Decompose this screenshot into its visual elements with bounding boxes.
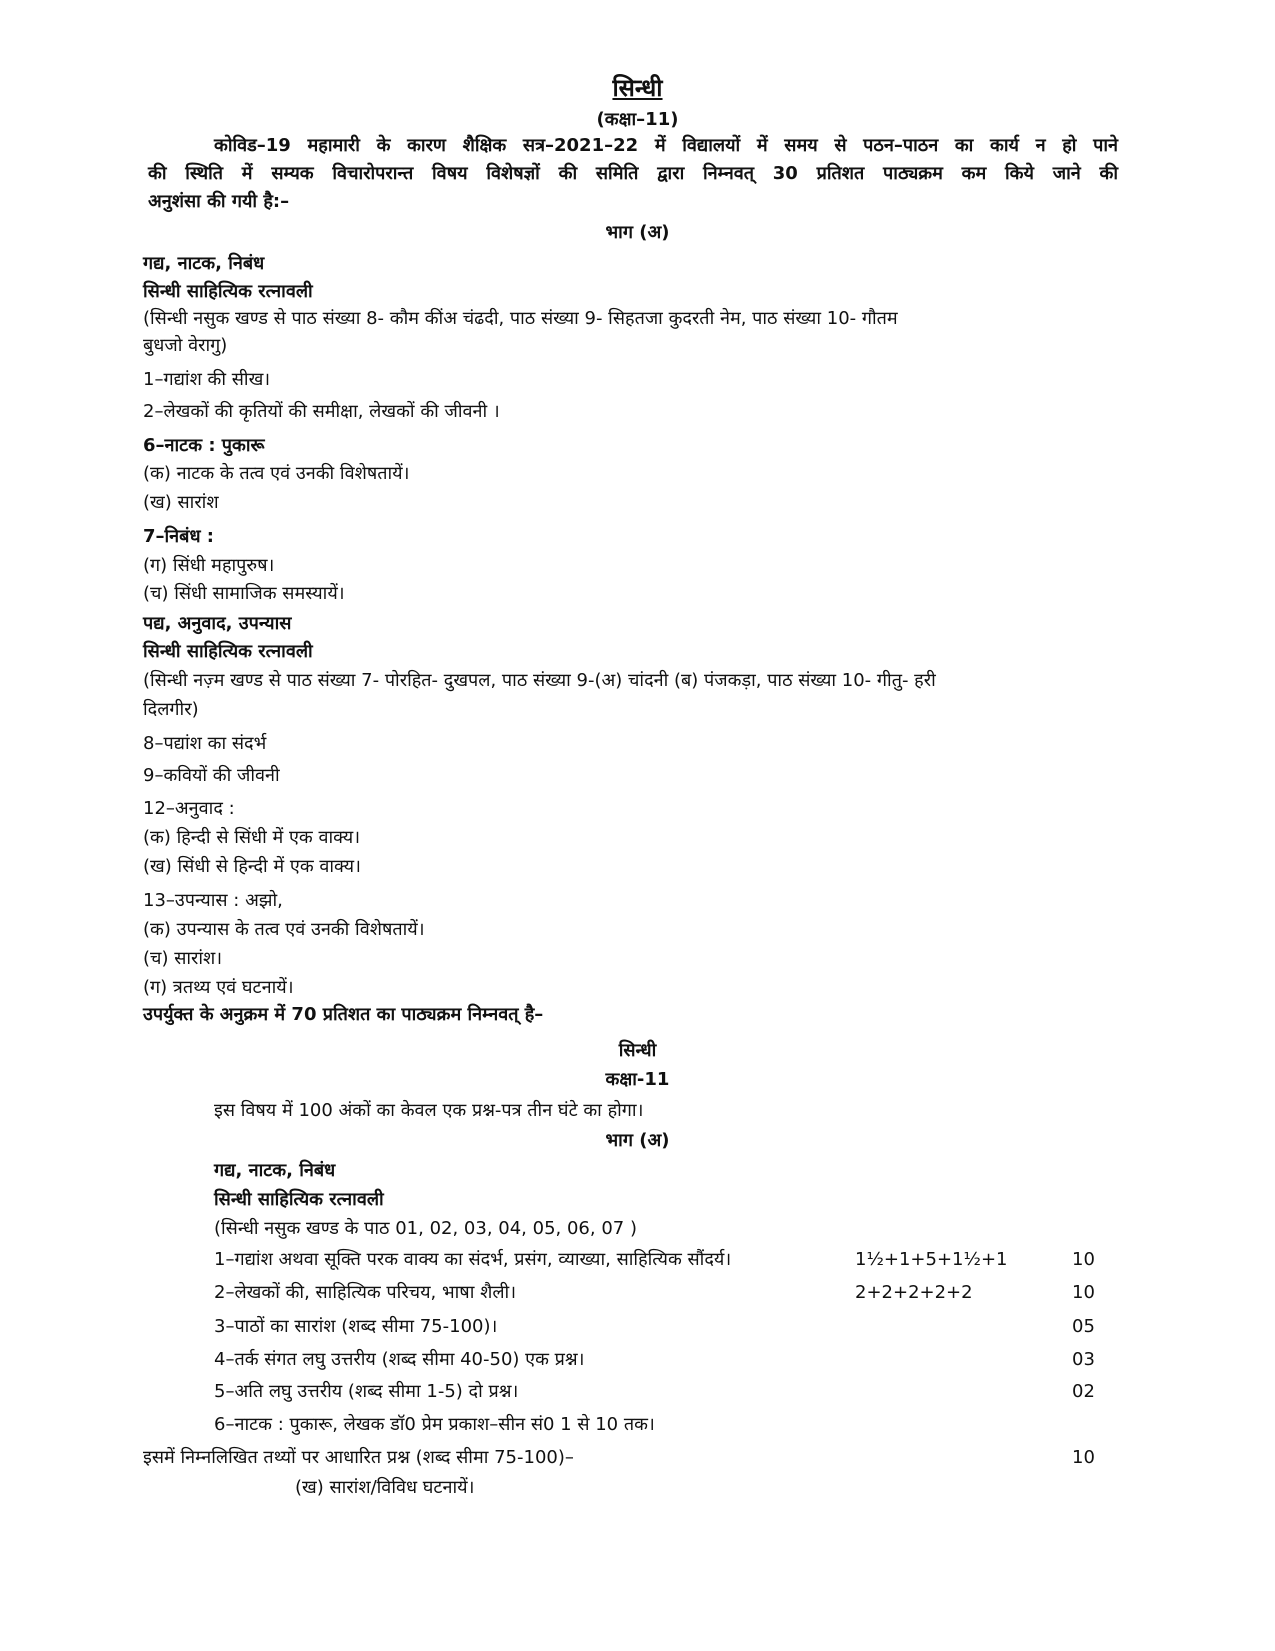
syllabus-book-title: सिन्धी साहित्यिक रत्नावली	[214, 1189, 384, 1210]
novel-item-c: (ग) त्रतथ्य एवं घटनायें।	[143, 977, 294, 998]
row-split: 2+2+2+2+2	[855, 1282, 973, 1303]
syllabus-lessons: (सिन्धी नसुक खण्ड के पाठ 01, 02, 03, 04, 05, 06, 07 )	[214, 1218, 637, 1239]
drama-heading: 6–नाटक : पुकारू	[143, 435, 265, 456]
prose-note-2: बुधजो वेरागु)	[143, 335, 228, 356]
row-text: 1–गद्यांश अथवा सूक्ति परक वाक्य का संदर्भ, प्रसंग, व्याख्या, साहित्यिक सौंदर्य।	[214, 1249, 732, 1270]
class-label: (कक्षा–11)	[596, 109, 679, 130]
intro-line-3: अनुशंसा की गयी है:–	[148, 191, 290, 212]
part-a-heading: भाग (अ)	[605, 222, 670, 243]
poetry-note-1: (सिन्धी नज़्म खण्ड से पाठ संख्या 7- पोरहित- दुखपल, पाठ संख्या 9-(अ) चांदनी (ब) पंजकड़ा, पाठ संख्या 10- गीतु- हरी	[143, 670, 936, 691]
item-2: 2–लेखकों की कृतियों की समीक्षा, लेखकों की जीवनी ।	[143, 401, 500, 422]
drama-item-a: (क) नाटक के तत्व एवं उनकी विशेषतायें।	[143, 463, 410, 484]
row-marks: 10	[1072, 1282, 1095, 1303]
drama-line: 6–नाटक : पुकारू, लेखक डॉ0 प्रेम प्रकाश–सीन सं0 1 से 10 तक।	[214, 1414, 655, 1435]
novel-item-a: (क) उपन्यास के तत्व एवं उनकी विशेषतायें।	[143, 919, 425, 940]
row-text: 4–तर्क संगत लघु उत्तरीय (शब्द सीमा 40-50) एक प्रश्न।	[214, 1349, 585, 1370]
item-12: 12–अनुवाद :	[143, 798, 235, 819]
book-title-2: सिन्धी साहित्यिक रत्नावली	[143, 641, 313, 662]
intro-line-2: की स्थिति में सम्यक विचारोपरान्त विषय विशेषज्ञों की समिति द्वारा निम्नवत् 30 प्रतिशत पाठ्यक्रम कम किये जाने की	[148, 163, 1118, 184]
row-marks: 02	[1072, 1381, 1095, 1402]
essay-item-b: (च) सिंधी सामाजिक समस्यायें।	[143, 583, 345, 604]
row-text: 5–अति लघु उत्तरीय (शब्द सीमा 1-5) दो प्रश्न।	[214, 1381, 519, 1402]
syllabus-class: कक्षा-11	[605, 1069, 670, 1090]
item-13: 13–उपन्यास : अझो,	[143, 890, 283, 911]
row-marks: 10	[1072, 1249, 1095, 1270]
syllabus-prose-heading: गद्य, नाटक, निबंध	[214, 1160, 336, 1181]
drama-sub-item: (ख) सारांश/विविध घटनायें।	[295, 1477, 475, 1498]
drama-question: इसमें निम्नलिखित तथ्यों पर आधारित प्रश्न (शब्द सीमा 75-100)–	[143, 1447, 574, 1468]
book-title-1: सिन्धी साहित्यिक रत्नावली	[143, 281, 313, 302]
page-title: सिन्धी	[612, 74, 663, 102]
prose-heading: गद्य, नाटक, निबंध	[143, 253, 265, 274]
poetry-heading: पद्य, अनुवाद, उपन्यास	[143, 613, 292, 634]
drama-item-b: (ख) सारांश	[143, 492, 219, 513]
item-8: 8–पद्यांश का संदर्भ	[143, 733, 267, 754]
syllabus-subject: सिन्धी	[618, 1040, 657, 1061]
prose-note-1: (सिन्धी नसुक खण्ड से पाठ संख्या 8- कौम कींअ चंढदी, पाठ संख्या 9- सिहतजा कुदरती नेम, पाठ संख्या 10- गौतम	[143, 308, 898, 329]
row-marks: 03	[1072, 1349, 1095, 1370]
essay-heading: 7–निबंध :	[143, 526, 214, 547]
intro-line-1: कोविड–19 महामारी के कारण शैक्षिक सत्र–2021–22 में विद्यालयों में समय से पठन–पाठन का कार्य न हो पाने	[214, 135, 1118, 156]
novel-item-b: (च) सारांश।	[143, 948, 223, 969]
row-marks: 05	[1072, 1316, 1095, 1337]
row-text: 2–लेखकों की, साहित्यिक परिचय, भाषा शैली।	[214, 1282, 517, 1303]
row-text: 3–पाठों का सारांश (शब्द सीमा 75-100)।	[214, 1316, 498, 1337]
item-9: 9–कवियों की जीवनी	[143, 765, 280, 786]
row-split: 1½+1+5+1½+1	[855, 1249, 1008, 1270]
item-1: 1–गद्यांश की सीख।	[143, 369, 271, 390]
seventy-percent-heading: उपर्युक्त के अनुक्रम में 70 प्रतिशत का पाठ्यक्रम निम्नवत् है–	[143, 1004, 544, 1025]
translation-item-b: (ख) सिंधी से हिन्दी में एक वाक्य।	[143, 856, 361, 877]
exam-note: इस विषय में 100 अंकों का केवल एक प्रश्न-पत्र तीन घंटे का होगा।	[214, 1100, 644, 1121]
poetry-note-2: दिलगीर)	[143, 699, 199, 720]
essay-item-a: (ग) सिंधी महापुरुष।	[143, 555, 275, 576]
drama-marks: 10	[1072, 1447, 1095, 1468]
syllabus-part-a: भाग (अ)	[605, 1130, 670, 1151]
translation-item-a: (क) हिन्दी से सिंधी में एक वाक्य।	[143, 827, 361, 848]
